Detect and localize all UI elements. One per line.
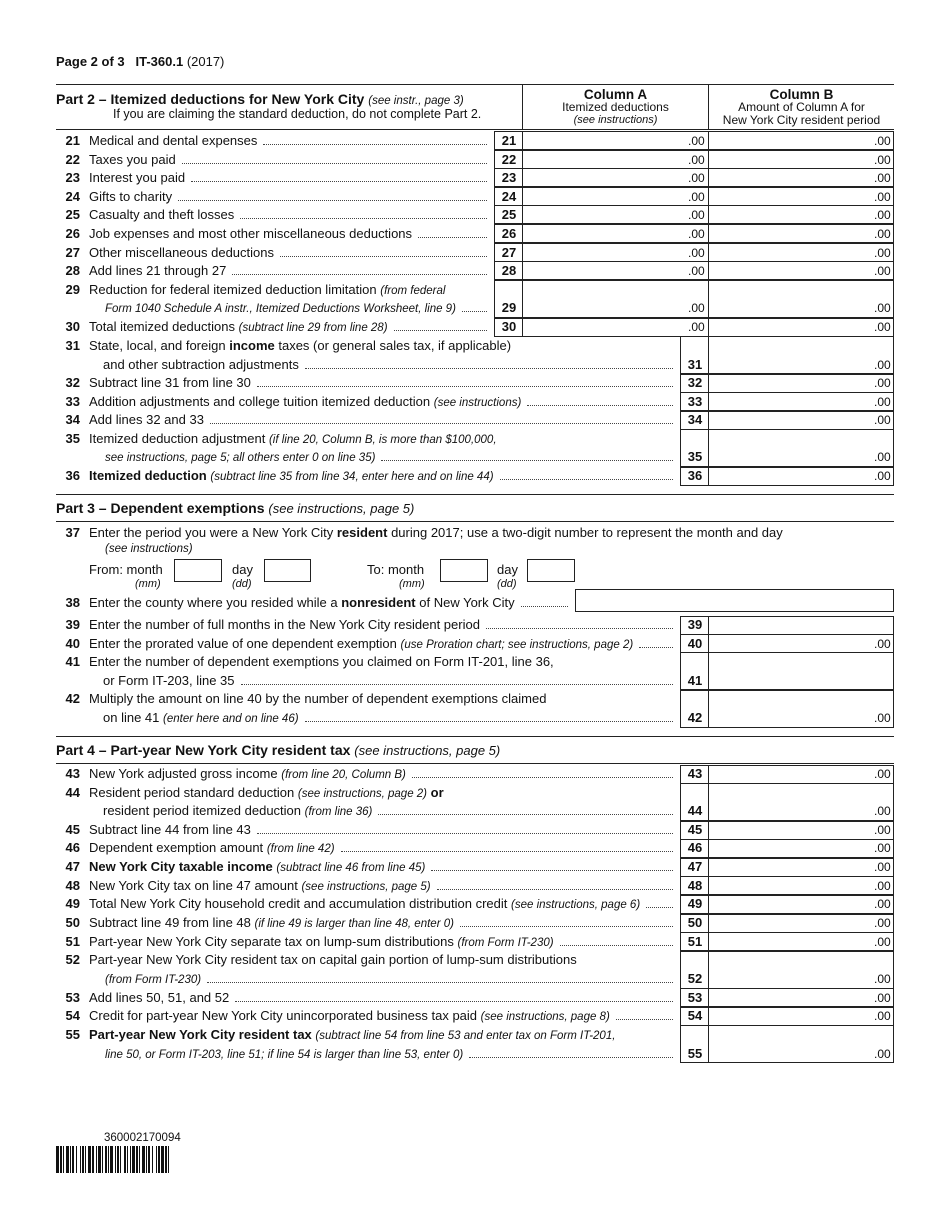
line-code: 46 bbox=[687, 840, 703, 855]
column-b-input-26[interactable] bbox=[709, 224, 893, 243]
cents-marker: .00 bbox=[874, 227, 891, 241]
line-label: Part-year New York City resident tax (subtract line 54 from line 53 and enter tax on Form IT-201, bbox=[89, 1027, 616, 1042]
cents-marker: .00 bbox=[688, 153, 705, 167]
cents-marker: .00 bbox=[874, 190, 891, 204]
line-number: 39 bbox=[65, 617, 80, 632]
cents-marker: .00 bbox=[688, 264, 705, 278]
line-code: 51 bbox=[687, 934, 703, 949]
amount-input-33[interactable] bbox=[709, 392, 893, 411]
leader-dots bbox=[257, 833, 673, 834]
leader-dots bbox=[210, 423, 673, 424]
amount-input-41[interactable] bbox=[709, 652, 893, 690]
amount-input-36[interactable] bbox=[709, 467, 893, 486]
line-label: Reduction for federal itemized deduction limitation (from federal bbox=[89, 282, 446, 297]
column-a-input-25[interactable] bbox=[523, 205, 707, 224]
amount-input-43[interactable] bbox=[709, 765, 893, 784]
leader-dots bbox=[418, 237, 487, 238]
line-number: 35 bbox=[65, 431, 80, 446]
amount-input-39[interactable] bbox=[709, 616, 893, 635]
line-code: 52 bbox=[687, 971, 703, 986]
line-label: Taxes you paid bbox=[89, 152, 176, 167]
line-label: Interest you paid bbox=[89, 170, 186, 185]
line-number: 54 bbox=[65, 1008, 80, 1023]
amount-input-49[interactable] bbox=[709, 895, 893, 914]
cents-marker: .00 bbox=[874, 450, 891, 464]
line-label: Total itemized deductions (subtract line 29 from line 28) bbox=[89, 319, 388, 334]
line-label: Other miscellaneous deductions bbox=[89, 245, 274, 260]
amount-input-34[interactable] bbox=[709, 411, 893, 430]
line-label: Credit for part-year New York City unincorporated business tax paid (see instructions, page 8) bbox=[89, 1008, 610, 1023]
column-b-input-21[interactable] bbox=[709, 131, 893, 150]
line-label: Casualty and theft losses bbox=[89, 207, 235, 222]
line-label: State, local, and foreign income taxes (or general sales tax, if applicable) bbox=[89, 338, 512, 353]
column-b-input-22[interactable] bbox=[709, 150, 893, 169]
line-label: Addition adjustments and college tuition itemized deduction (see instructions) bbox=[89, 394, 522, 409]
leader-dots bbox=[462, 311, 487, 312]
line-code: 49 bbox=[687, 896, 703, 911]
cents-marker: .00 bbox=[874, 264, 891, 278]
leader-dots bbox=[191, 181, 487, 182]
line-label: Resident period standard deduction (see instructions, page 2) or bbox=[89, 785, 444, 800]
column-b-input-29[interactable] bbox=[709, 280, 893, 318]
line-code: 26 bbox=[501, 226, 517, 241]
amount-input-32[interactable] bbox=[709, 374, 893, 393]
cents-marker: .00 bbox=[874, 935, 891, 949]
line-number: 42 bbox=[65, 691, 80, 706]
leader-dots bbox=[207, 982, 673, 983]
line-label: Gifts to charity bbox=[89, 189, 173, 204]
line-code: 25 bbox=[501, 207, 517, 222]
line-label: Job expenses and most other miscellaneous deductions bbox=[89, 226, 413, 241]
cents-marker: .00 bbox=[688, 320, 705, 334]
line-number: 46 bbox=[65, 840, 80, 855]
cents-marker: .00 bbox=[874, 395, 891, 409]
line-number: 23 bbox=[65, 170, 80, 185]
cents-marker: .00 bbox=[874, 376, 891, 390]
cents-marker: .00 bbox=[688, 246, 705, 260]
cents-marker: .00 bbox=[874, 1009, 891, 1023]
leader-dots bbox=[639, 647, 673, 648]
column-a-heading: Column A Itemized deductions (see instructions) bbox=[562, 87, 669, 126]
line-number: 51 bbox=[65, 934, 80, 949]
line-number: 49 bbox=[65, 896, 80, 911]
cents-marker: .00 bbox=[874, 153, 891, 167]
line-number: 34 bbox=[65, 412, 80, 427]
leader-dots bbox=[341, 851, 673, 852]
leader-dots bbox=[305, 721, 673, 722]
cents-marker: .00 bbox=[874, 916, 891, 930]
line-label-cont: (from Form IT-230) bbox=[105, 974, 202, 986]
line-number: 47 bbox=[65, 859, 80, 874]
line-label: Enter the number of dependent exemptions you claimed on Form IT-201, line 36, bbox=[89, 654, 554, 669]
line-number: 44 bbox=[65, 785, 80, 800]
line-label: Part-year New York City separate tax on lump-sum distributions (from Form IT-230) bbox=[89, 934, 554, 949]
line-code: 28 bbox=[501, 263, 517, 278]
leader-dots bbox=[412, 777, 673, 778]
cents-marker: .00 bbox=[874, 171, 891, 185]
line-label: Itemized deduction (subtract line 35 from line 34, enter here and on line 44) bbox=[89, 468, 494, 483]
line-code: 21 bbox=[501, 133, 517, 148]
line-label: Add lines 32 and 33 bbox=[89, 412, 204, 427]
amount-input-53[interactable] bbox=[709, 988, 893, 1007]
column-b-input-28[interactable] bbox=[709, 261, 893, 280]
line-code: 36 bbox=[687, 468, 703, 483]
barcode-number: 360002170094 bbox=[104, 1132, 181, 1144]
line-label-cont: Form 1040 Schedule A instr., Itemized Deductions Worksheet, line 9) bbox=[105, 303, 456, 315]
line-label: Multiply the amount on line 40 by the number of dependent exemptions claimed bbox=[89, 691, 547, 706]
leader-dots bbox=[235, 1001, 673, 1002]
leader-dots bbox=[469, 1057, 673, 1058]
line-number: 53 bbox=[65, 990, 80, 1005]
amount-input-31[interactable] bbox=[709, 336, 893, 374]
line-label: Itemized deduction adjustment (if line 20, Column B, is more than $100,000, bbox=[89, 431, 497, 446]
amount-input-35[interactable] bbox=[709, 429, 893, 467]
leader-dots bbox=[560, 945, 673, 946]
line-code: 43 bbox=[687, 766, 703, 781]
line-code: 22 bbox=[501, 152, 517, 167]
line-label: Enter the prorated value of one dependent exemption (use Proration chart; see instructions, page 2) bbox=[89, 636, 634, 651]
line-label: Enter the period you were a New York City resident during 2017; use a two-digit number to represent the month and day bbox=[89, 525, 783, 540]
column-b-input-27[interactable] bbox=[709, 243, 893, 262]
line-code: 24 bbox=[501, 189, 517, 204]
line-label: Subtract line 49 from line 48 (if line 49 is larger than line 48, enter 0) bbox=[89, 915, 454, 930]
line-label-cont: resident period itemized deduction (from line 36) bbox=[103, 803, 373, 818]
line-code: 30 bbox=[501, 319, 517, 334]
amount-input-55[interactable] bbox=[709, 1025, 893, 1063]
cents-marker: .00 bbox=[874, 879, 891, 893]
cents-marker: .00 bbox=[874, 860, 891, 874]
line-code: 42 bbox=[687, 710, 703, 725]
to-month-input[interactable] bbox=[440, 559, 488, 582]
amount-input-48[interactable] bbox=[709, 876, 893, 895]
line-number: 36 bbox=[65, 468, 80, 483]
line-code: 27 bbox=[501, 245, 517, 260]
line-number: 24 bbox=[65, 189, 80, 204]
line-code: 39 bbox=[687, 617, 703, 632]
amount-input-52[interactable] bbox=[709, 951, 893, 989]
cents-marker: .00 bbox=[874, 897, 891, 911]
amount-input-50[interactable] bbox=[709, 914, 893, 933]
line-number: 32 bbox=[65, 375, 80, 390]
cents-marker: .00 bbox=[688, 208, 705, 222]
page-number: Page 2 of 3 bbox=[56, 54, 125, 69]
line-label: Add lines 21 through 27 bbox=[89, 263, 227, 278]
amount-input-44[interactable] bbox=[709, 783, 893, 821]
column-a-input-23[interactable] bbox=[523, 168, 707, 187]
leader-dots bbox=[646, 907, 673, 908]
leader-dots bbox=[305, 368, 673, 369]
line-code: 54 bbox=[687, 1008, 703, 1023]
from-day-input[interactable] bbox=[264, 559, 311, 582]
column-b-input-30[interactable] bbox=[709, 318, 893, 337]
line-label: New York adjusted gross income (from line 20, Column B) bbox=[89, 766, 406, 781]
line-number: 38 bbox=[65, 595, 80, 610]
part2-subtitle: If you are claiming the standard deduction, do not complete Part 2. bbox=[113, 107, 482, 121]
cents-marker: .00 bbox=[874, 134, 891, 148]
part3-title: Part 3 – Dependent exemptions (see instructions, page 5) bbox=[56, 500, 415, 516]
column-a-input-26[interactable] bbox=[523, 224, 707, 243]
cents-marker: .00 bbox=[874, 991, 891, 1005]
cents-marker: .00 bbox=[688, 171, 705, 185]
leader-dots bbox=[263, 144, 487, 145]
line-label: Medical and dental expenses bbox=[89, 133, 258, 148]
cents-marker: .00 bbox=[874, 823, 891, 837]
cents-marker: .00 bbox=[874, 972, 891, 986]
line-label: New York City tax on line 47 amount (see instructions, page 5) bbox=[89, 878, 431, 893]
cents-marker: .00 bbox=[874, 841, 891, 855]
line-label-cont: or Form IT-203, line 35 bbox=[103, 673, 235, 688]
line-label: Part-year New York City resident tax on capital gain portion of lump-sum distributions bbox=[89, 952, 577, 967]
leader-dots bbox=[178, 200, 487, 201]
line-number: 31 bbox=[65, 338, 80, 353]
column-a-input-29[interactable] bbox=[523, 280, 707, 318]
line-label-cont: see instructions, page 5; all others enter 0 on line 35) bbox=[105, 452, 376, 464]
line-code: 48 bbox=[687, 878, 703, 893]
leader-dots bbox=[257, 386, 673, 387]
line-number: 43 bbox=[65, 766, 80, 781]
line-label-cont: on line 41 (enter here and on line 46) bbox=[103, 710, 299, 725]
line-code: 50 bbox=[687, 915, 703, 930]
cents-marker: .00 bbox=[874, 320, 891, 334]
column-b-input-23[interactable] bbox=[709, 168, 893, 187]
amount-input-40[interactable] bbox=[709, 634, 893, 653]
amount-input-45[interactable] bbox=[709, 821, 893, 840]
cents-marker: .00 bbox=[874, 1047, 891, 1061]
line-code: 47 bbox=[687, 859, 703, 874]
line-number: 55 bbox=[65, 1027, 80, 1042]
line-label-cont: and other subtraction adjustments bbox=[103, 357, 299, 372]
amount-input-54[interactable] bbox=[709, 1007, 893, 1026]
cents-marker: .00 bbox=[874, 208, 891, 222]
line-label: Subtract line 31 from line 30 bbox=[89, 375, 251, 390]
column-a-input-28[interactable] bbox=[523, 261, 707, 280]
cents-marker: .00 bbox=[688, 301, 705, 315]
line-label: Subtract line 44 from line 43 bbox=[89, 822, 251, 837]
cents-marker: .00 bbox=[688, 190, 705, 204]
line-number: 21 bbox=[65, 133, 80, 148]
from-month-input[interactable] bbox=[174, 559, 222, 582]
cents-marker: .00 bbox=[874, 469, 891, 483]
line-code: 29 bbox=[501, 300, 517, 315]
column-a-input-22[interactable] bbox=[523, 150, 707, 169]
leader-dots bbox=[460, 926, 673, 927]
line-code: 53 bbox=[687, 990, 703, 1005]
line-code: 44 bbox=[687, 803, 703, 818]
line-label: Dependent exemption amount (from line 42) bbox=[89, 840, 335, 855]
cents-marker: .00 bbox=[688, 134, 705, 148]
leader-dots bbox=[394, 330, 487, 331]
line-number: 33 bbox=[65, 394, 80, 409]
line-code: 40 bbox=[687, 636, 703, 651]
line-label-cont: (see instructions) bbox=[105, 543, 193, 555]
leader-dots bbox=[437, 889, 673, 890]
line-code: 31 bbox=[687, 357, 703, 372]
column-a-input-27[interactable] bbox=[523, 243, 707, 262]
part4-title: Part 4 – Part-year New York City resident tax (see instructions, page 5) bbox=[56, 742, 501, 758]
column-a-input-21[interactable] bbox=[523, 131, 707, 150]
line-number: 50 bbox=[65, 915, 80, 930]
line-label: New York City taxable income (subtract line 46 from line 45) bbox=[89, 859, 426, 874]
column-b-input-25[interactable] bbox=[709, 205, 893, 224]
form-year: (2017) bbox=[186, 54, 225, 69]
line-code: 41 bbox=[687, 673, 703, 688]
line-code: 45 bbox=[687, 822, 703, 837]
line-number: 27 bbox=[65, 245, 80, 260]
leader-dots bbox=[486, 628, 673, 629]
leader-dots bbox=[381, 460, 673, 461]
amount-input-42[interactable] bbox=[709, 690, 893, 728]
cents-marker: .00 bbox=[874, 767, 891, 781]
cents-marker: .00 bbox=[874, 358, 891, 372]
county-input[interactable] bbox=[575, 589, 894, 612]
line-label: Total New York City household credit and accumulation distribution credit (see instructions, page 6) bbox=[89, 896, 641, 911]
column-b-input-24[interactable] bbox=[709, 187, 893, 206]
line-code: 35 bbox=[687, 449, 703, 464]
cents-marker: .00 bbox=[874, 804, 891, 818]
column-a-input-24[interactable] bbox=[523, 187, 707, 206]
line-code: 34 bbox=[687, 412, 703, 427]
line-number: 40 bbox=[65, 636, 80, 651]
form-id: IT-360.1 bbox=[135, 54, 184, 69]
line-code: 33 bbox=[687, 394, 703, 409]
line-number: 25 bbox=[65, 207, 80, 222]
line-number: 28 bbox=[65, 263, 80, 278]
line-number: 48 bbox=[65, 878, 80, 893]
leader-dots bbox=[280, 256, 487, 257]
column-b-heading: Column B Amount of Column A for New York City resident period bbox=[722, 87, 881, 127]
cents-marker: .00 bbox=[874, 711, 891, 725]
cents-marker: .00 bbox=[874, 301, 891, 315]
amount-input-46[interactable] bbox=[709, 839, 893, 858]
leader-dots bbox=[521, 606, 568, 607]
cents-marker: .00 bbox=[874, 246, 891, 260]
leader-dots bbox=[616, 1019, 673, 1020]
leader-dots bbox=[241, 684, 674, 685]
page-header bbox=[56, 54, 224, 69]
line-number: 26 bbox=[65, 226, 80, 241]
cents-marker: .00 bbox=[874, 637, 891, 651]
line-code: 32 bbox=[687, 375, 703, 390]
leader-dots bbox=[378, 814, 673, 815]
line-label: Enter the county where you resided while a nonresident of New York City bbox=[89, 595, 515, 610]
leader-dots bbox=[232, 274, 487, 275]
amount-input-47[interactable] bbox=[709, 858, 893, 877]
line-number: 52 bbox=[65, 952, 80, 967]
leader-dots bbox=[182, 163, 487, 164]
line-number: 30 bbox=[65, 319, 80, 334]
amount-input-51[interactable] bbox=[709, 932, 893, 951]
line-number: 37 bbox=[65, 525, 80, 540]
line-label: Add lines 50, 51, and 52 bbox=[89, 990, 230, 1005]
line-number: 29 bbox=[65, 282, 80, 297]
barcode-image bbox=[56, 1146, 240, 1173]
column-a-input-30[interactable] bbox=[523, 318, 707, 337]
line-code: 55 bbox=[687, 1046, 703, 1061]
leader-dots bbox=[431, 870, 673, 871]
line-number: 45 bbox=[65, 822, 80, 837]
cents-marker: .00 bbox=[874, 413, 891, 427]
part2-title: Part 2 – Itemized deductions for New York City (see instr., page 3) bbox=[56, 91, 464, 107]
line-label-cont: line 50, or Form IT-203, line 51; if line 54 is larger than line 53, enter 0) bbox=[105, 1049, 464, 1061]
line-code: 23 bbox=[501, 170, 517, 185]
line-number: 41 bbox=[65, 654, 80, 669]
to-day-input[interactable] bbox=[527, 559, 575, 582]
line-number: 22 bbox=[65, 152, 80, 167]
line-label: Enter the number of full months in the New York City resident period bbox=[89, 617, 480, 632]
leader-dots bbox=[500, 479, 673, 480]
cents-marker: .00 bbox=[688, 227, 705, 241]
leader-dots bbox=[240, 218, 487, 219]
leader-dots bbox=[527, 405, 673, 406]
